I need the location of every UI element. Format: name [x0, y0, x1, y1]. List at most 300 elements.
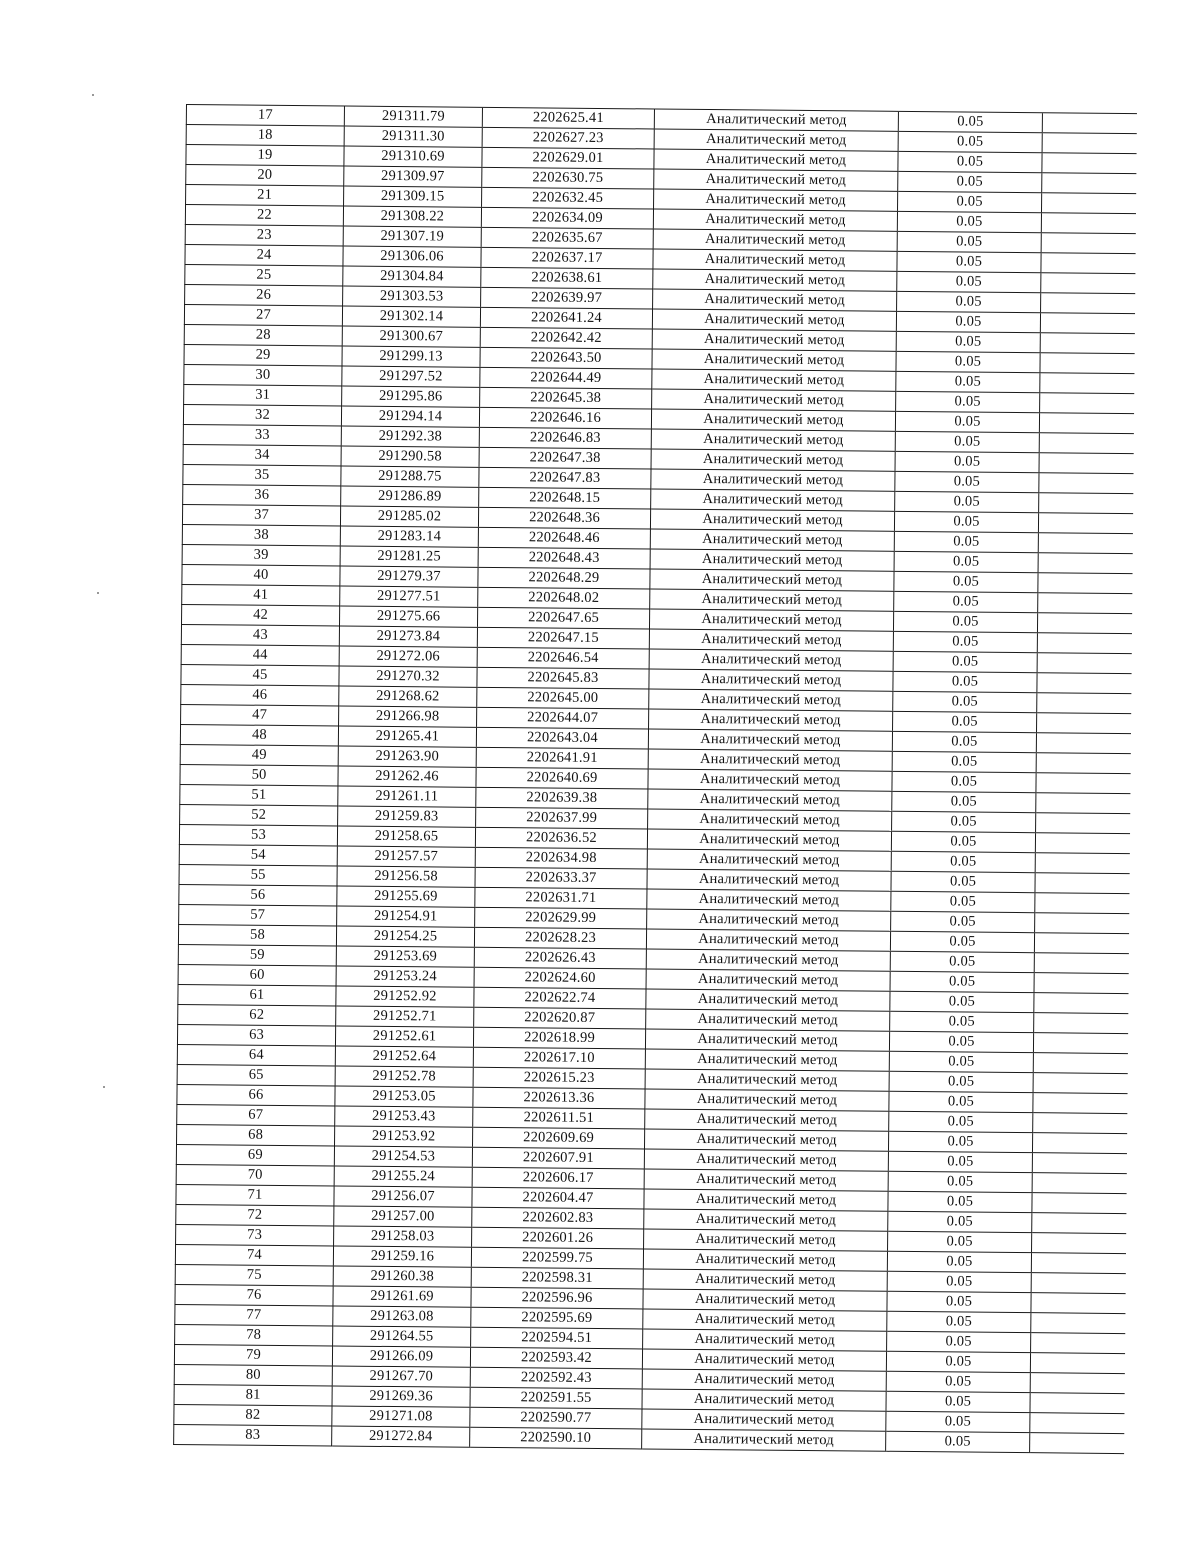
y-coordinate-cell: 2202641.24 [480, 307, 652, 329]
error-cell: 0.05 [894, 511, 1038, 532]
point-number-cell: 44 [181, 644, 339, 666]
point-number-cell: 77 [175, 1304, 333, 1326]
y-coordinate-cell: 2202648.46 [478, 527, 650, 549]
x-coordinate-cell: 291302.14 [342, 306, 480, 327]
point-number-cell: 29 [184, 344, 342, 366]
empty-cell [1039, 413, 1133, 434]
method-cell: Аналитический метод [649, 629, 893, 651]
x-coordinate-cell: 291263.90 [338, 746, 476, 767]
y-coordinate-cell: 2202627.23 [482, 127, 654, 149]
error-cell: 0.05 [886, 1431, 1030, 1452]
empty-cell [1033, 1033, 1127, 1054]
empty-cell [1040, 373, 1134, 394]
point-number-cell: 47 [181, 704, 339, 726]
empty-cell [1031, 1313, 1125, 1334]
point-number-cell: 70 [176, 1164, 334, 1186]
y-coordinate-cell: 2202599.75 [471, 1247, 643, 1269]
point-number-cell: 23 [185, 224, 343, 246]
point-number-cell: 21 [186, 185, 344, 207]
empty-cell [1041, 273, 1135, 294]
x-coordinate-cell: 291310.69 [344, 146, 482, 167]
x-coordinate-cell: 291308.22 [343, 206, 481, 227]
error-cell: 0.05 [892, 751, 1036, 772]
y-coordinate-cell: 2202629.99 [475, 907, 647, 929]
error-cell: 0.05 [897, 251, 1041, 272]
method-cell: Аналитический метод [645, 1069, 889, 1091]
error-cell: 0.05 [891, 891, 1035, 912]
method-cell: Аналитический метод [651, 409, 895, 431]
method-cell: Аналитический метод [645, 1089, 889, 1111]
error-cell: 0.05 [896, 331, 1040, 352]
x-coordinate-cell: 291279.37 [340, 566, 478, 587]
x-coordinate-cell: 291259.16 [333, 1246, 471, 1267]
empty-cell [1041, 293, 1135, 314]
empty-cell [1037, 633, 1131, 654]
y-coordinate-cell: 2202647.15 [477, 627, 649, 649]
y-coordinate-cell: 2202637.17 [481, 247, 653, 269]
x-coordinate-cell: 291290.58 [341, 446, 479, 467]
x-coordinate-cell: 291288.75 [341, 466, 479, 487]
error-cell: 0.05 [896, 371, 1040, 392]
method-cell: Аналитический метод [649, 669, 893, 691]
error-cell: 0.05 [892, 811, 1036, 832]
error-cell: 0.05 [893, 671, 1037, 692]
error-cell: 0.05 [897, 211, 1041, 232]
y-coordinate-cell: 2202617.10 [473, 1047, 645, 1069]
method-cell: Аналитический метод [650, 529, 894, 551]
point-number-cell: 67 [177, 1104, 335, 1126]
y-coordinate-cell: 2202645.38 [480, 387, 652, 409]
y-coordinate-cell: 2202635.67 [481, 227, 653, 249]
point-number-cell: 42 [182, 604, 340, 626]
error-cell: 0.05 [896, 351, 1040, 372]
method-cell: Аналитический метод [652, 329, 896, 351]
method-cell: Аналитический метод [650, 589, 894, 611]
y-coordinate-cell: 2202644.49 [480, 367, 652, 389]
empty-cell [1035, 853, 1129, 874]
method-cell: Аналитический метод [649, 689, 893, 711]
error-cell: 0.05 [887, 1291, 1031, 1312]
empty-cell [1030, 1373, 1124, 1394]
point-number-cell: 19 [186, 145, 344, 167]
error-cell: 0.05 [889, 1111, 1033, 1132]
y-coordinate-cell: 2202648.15 [479, 487, 651, 509]
x-coordinate-cell: 291256.07 [334, 1186, 472, 1207]
y-coordinate-cell: 2202630.75 [482, 167, 654, 189]
empty-cell [1037, 653, 1131, 674]
error-cell: 0.05 [894, 551, 1038, 572]
error-cell: 0.05 [888, 1131, 1032, 1152]
empty-cell [1034, 933, 1128, 954]
method-cell: Аналитический метод [650, 509, 894, 531]
error-cell: 0.05 [890, 1011, 1034, 1032]
error-cell: 0.05 [888, 1151, 1032, 1172]
error-cell: 0.05 [891, 831, 1035, 852]
method-cell: Аналитический метод [652, 349, 896, 371]
error-cell: 0.05 [888, 1171, 1032, 1192]
y-coordinate-cell: 2202634.09 [481, 207, 653, 229]
error-cell: 0.05 [887, 1271, 1031, 1292]
error-cell: 0.05 [898, 151, 1042, 172]
y-coordinate-cell: 2202590.10 [470, 1427, 642, 1449]
empty-cell [1038, 593, 1132, 614]
empty-cell [1038, 553, 1132, 574]
y-coordinate-cell: 2202625.41 [482, 107, 654, 129]
x-coordinate-cell: 291261.11 [338, 786, 476, 807]
point-number-cell: 73 [176, 1224, 334, 1246]
method-cell: Аналитический метод [647, 869, 891, 891]
empty-cell [1036, 753, 1130, 774]
method-cell: Аналитический метод [644, 1149, 888, 1171]
method-cell: Аналитический метод [646, 1009, 890, 1031]
x-coordinate-cell: 291257.00 [334, 1206, 472, 1227]
empty-cell [1040, 353, 1134, 374]
method-cell: Аналитический метод [648, 749, 892, 771]
x-coordinate-cell: 291257.57 [337, 846, 475, 867]
y-coordinate-cell: 2202636.52 [475, 827, 647, 849]
y-coordinate-cell: 2202590.77 [470, 1407, 642, 1429]
error-cell: 0.05 [889, 1071, 1033, 1092]
method-cell: Аналитический метод [649, 709, 893, 731]
x-coordinate-cell: 291311.79 [344, 106, 482, 127]
empty-cell [1035, 913, 1129, 934]
point-number-cell: 78 [175, 1324, 333, 1346]
point-number-cell: 20 [186, 165, 344, 187]
empty-cell [1036, 773, 1130, 794]
point-number-cell: 69 [176, 1144, 334, 1166]
point-number-cell: 56 [179, 884, 337, 906]
y-coordinate-cell: 2202626.43 [474, 947, 646, 969]
error-cell: 0.05 [898, 131, 1042, 152]
error-cell: 0.05 [893, 691, 1037, 712]
empty-cell [1032, 1213, 1126, 1234]
y-coordinate-cell: 2202646.83 [479, 427, 651, 449]
point-number-cell: 79 [174, 1344, 332, 1366]
method-cell: Аналитический метод [644, 1169, 888, 1191]
x-coordinate-cell: 291285.02 [340, 506, 478, 527]
point-number-cell: 43 [181, 624, 339, 646]
empty-cell [1032, 1153, 1126, 1174]
y-coordinate-cell: 2202622.74 [474, 987, 646, 1009]
y-coordinate-cell: 2202629.01 [482, 147, 654, 169]
y-coordinate-cell: 2202645.83 [477, 667, 649, 689]
empty-cell [1034, 1013, 1128, 1034]
y-coordinate-cell: 2202641.91 [476, 747, 648, 769]
error-cell: 0.05 [895, 431, 1039, 452]
point-number-cell: 25 [185, 264, 343, 286]
y-coordinate-cell: 2202647.83 [479, 467, 651, 489]
point-number-cell: 31 [184, 384, 342, 406]
y-coordinate-cell: 2202648.36 [478, 507, 650, 529]
x-coordinate-cell: 291271.08 [332, 1406, 470, 1427]
y-coordinate-cell: 2202591.55 [470, 1387, 642, 1409]
x-coordinate-cell: 291299.13 [342, 346, 480, 367]
x-coordinate-cell: 291263.08 [333, 1306, 471, 1327]
error-cell: 0.05 [895, 491, 1039, 512]
empty-cell [1035, 873, 1129, 894]
x-coordinate-cell: 291258.65 [337, 826, 475, 847]
point-number-cell: 68 [177, 1124, 335, 1146]
method-cell: Аналитический метод [644, 1189, 888, 1211]
x-coordinate-cell: 291252.61 [335, 1026, 473, 1047]
coordinates-table [173, 104, 1136, 1454]
error-cell: 0.05 [896, 311, 1040, 332]
x-coordinate-cell: 291254.25 [336, 926, 474, 947]
point-number-cell: 41 [182, 584, 340, 606]
x-coordinate-cell: 291258.03 [334, 1226, 472, 1247]
x-coordinate-cell: 291267.70 [332, 1366, 470, 1387]
empty-cell [1032, 1193, 1126, 1214]
empty-cell [1030, 1393, 1124, 1414]
error-cell: 0.05 [886, 1351, 1030, 1372]
point-number-cell: 72 [176, 1204, 334, 1226]
x-coordinate-cell: 291253.92 [335, 1126, 473, 1147]
point-number-cell: 83 [174, 1424, 332, 1446]
y-coordinate-cell: 2202628.23 [474, 927, 646, 949]
y-coordinate-cell: 2202642.42 [480, 327, 652, 349]
y-coordinate-cell: 2202645.00 [477, 687, 649, 709]
y-coordinate-cell: 2202648.43 [478, 547, 650, 569]
y-coordinate-cell: 2202632.45 [482, 187, 654, 209]
x-coordinate-cell: 291253.43 [335, 1106, 473, 1127]
x-coordinate-cell: 291253.69 [336, 946, 474, 967]
x-coordinate-cell: 291286.89 [341, 486, 479, 507]
x-coordinate-cell: 291311.30 [344, 126, 482, 147]
error-cell: 0.05 [898, 191, 1042, 212]
point-number-cell: 28 [184, 324, 342, 346]
y-coordinate-cell: 2202620.87 [474, 1007, 646, 1029]
error-cell: 0.05 [889, 1031, 1033, 1052]
y-coordinate-cell: 2202596.96 [471, 1287, 643, 1309]
method-cell: Аналитический метод [654, 189, 898, 211]
y-coordinate-cell: 2202606.17 [472, 1167, 644, 1189]
error-cell: 0.05 [895, 471, 1039, 492]
empty-cell [1033, 1093, 1127, 1114]
y-coordinate-cell: 2202598.31 [471, 1267, 643, 1289]
empty-cell [1042, 113, 1136, 134]
empty-cell [1042, 173, 1136, 194]
y-coordinate-cell: 2202638.61 [481, 267, 653, 289]
x-coordinate-cell: 291294.14 [341, 406, 479, 427]
error-cell: 0.05 [890, 971, 1034, 992]
method-cell: Аналитический метод [650, 549, 894, 571]
y-coordinate-cell: 2202639.38 [476, 787, 648, 809]
method-cell: Аналитический метод [643, 1269, 887, 1291]
x-coordinate-cell: 291255.24 [334, 1166, 472, 1187]
empty-cell [1036, 793, 1130, 814]
x-coordinate-cell: 291262.46 [338, 766, 476, 787]
error-cell: 0.05 [889, 1091, 1033, 1112]
error-cell: 0.05 [897, 291, 1041, 312]
empty-cell [1030, 1353, 1124, 1374]
point-number-cell: 35 [183, 464, 341, 486]
x-coordinate-cell: 291307.19 [343, 226, 481, 247]
error-cell: 0.05 [886, 1411, 1030, 1432]
y-coordinate-cell: 2202631.71 [475, 887, 647, 909]
error-cell: 0.05 [892, 771, 1036, 792]
x-coordinate-cell: 291261.69 [333, 1286, 471, 1307]
method-cell: Аналитический метод [648, 769, 892, 791]
point-number-cell: 80 [174, 1364, 332, 1386]
point-number-cell: 26 [185, 284, 343, 306]
point-number-cell: 34 [183, 444, 341, 466]
point-number-cell: 33 [183, 424, 341, 446]
x-coordinate-cell: 291252.78 [335, 1066, 473, 1087]
method-cell: Аналитический метод [651, 489, 895, 511]
error-cell: 0.05 [897, 271, 1041, 292]
scan-speck [103, 1086, 105, 1088]
error-cell: 0.05 [887, 1331, 1031, 1352]
point-number-cell: 59 [178, 944, 336, 966]
point-number-cell: 66 [177, 1084, 335, 1106]
empty-cell [1032, 1173, 1126, 1194]
point-number-cell: 36 [183, 484, 341, 506]
error-cell: 0.05 [891, 871, 1035, 892]
point-number-cell: 64 [177, 1044, 335, 1066]
point-number-cell: 65 [177, 1064, 335, 1086]
point-number-cell: 74 [175, 1244, 333, 1266]
error-cell: 0.05 [897, 231, 1041, 252]
point-number-cell: 53 [179, 824, 337, 846]
x-coordinate-cell: 291254.91 [337, 906, 475, 927]
y-coordinate-cell: 2202640.69 [476, 767, 648, 789]
error-cell: 0.05 [891, 851, 1035, 872]
point-number-cell: 55 [179, 864, 337, 886]
method-cell: Аналитический метод [642, 1409, 886, 1431]
method-cell: Аналитический метод [646, 949, 890, 971]
point-number-cell: 32 [183, 404, 341, 426]
empty-cell [1035, 893, 1129, 914]
error-cell: 0.05 [896, 391, 1040, 412]
point-number-cell: 81 [174, 1384, 332, 1406]
method-cell: Аналитический метод [651, 429, 895, 451]
error-cell: 0.05 [888, 1211, 1032, 1232]
y-coordinate-cell: 2202615.23 [473, 1067, 645, 1089]
y-coordinate-cell: 2202643.50 [480, 347, 652, 369]
empty-cell [1038, 573, 1132, 594]
empty-cell [1040, 393, 1134, 414]
empty-cell [1040, 333, 1134, 354]
method-cell: Аналитический метод [646, 969, 890, 991]
x-coordinate-cell: 291292.38 [341, 426, 479, 447]
error-cell: 0.05 [894, 531, 1038, 552]
y-coordinate-cell: 2202648.02 [478, 587, 650, 609]
error-cell: 0.05 [894, 571, 1038, 592]
point-number-cell: 50 [180, 764, 338, 786]
x-coordinate-cell: 291252.71 [336, 1006, 474, 1027]
method-cell: Аналитический метод [647, 889, 891, 911]
x-coordinate-cell: 291304.84 [343, 266, 481, 287]
method-cell: Аналитический метод [648, 729, 892, 751]
x-coordinate-cell: 291259.83 [338, 806, 476, 827]
method-cell: Аналитический метод [651, 469, 895, 491]
method-cell: Аналитический метод [645, 1049, 889, 1071]
error-cell: 0.05 [890, 951, 1034, 972]
point-number-cell: 49 [180, 744, 338, 766]
method-cell: Аналитический метод [644, 1129, 888, 1151]
error-cell: 0.05 [888, 1231, 1032, 1252]
point-number-cell: 18 [186, 125, 344, 147]
y-coordinate-cell: 2202646.16 [479, 407, 651, 429]
method-cell: Аналитический метод [652, 369, 896, 391]
empty-cell [1039, 493, 1133, 514]
point-number-cell: 76 [175, 1284, 333, 1306]
method-cell: Аналитический метод [643, 1309, 887, 1331]
y-coordinate-cell: 2202624.60 [474, 967, 646, 989]
x-coordinate-cell: 291260.38 [333, 1266, 471, 1287]
error-cell: 0.05 [893, 611, 1037, 632]
empty-cell [1041, 233, 1135, 254]
method-cell: Аналитический метод [654, 169, 898, 191]
method-cell: Аналитический метод [648, 809, 892, 831]
point-number-cell: 62 [178, 1004, 336, 1026]
x-coordinate-cell: 291306.06 [343, 246, 481, 267]
error-cell: 0.05 [898, 171, 1042, 192]
empty-cell [1042, 153, 1136, 174]
point-number-cell: 37 [182, 504, 340, 526]
y-coordinate-cell: 2202633.37 [475, 867, 647, 889]
empty-cell [1034, 993, 1128, 1014]
empty-cell [1037, 673, 1131, 694]
x-coordinate-cell: 291270.32 [339, 666, 477, 687]
point-number-cell: 63 [177, 1024, 335, 1046]
empty-cell [1032, 1233, 1126, 1254]
method-cell: Аналитический метод [649, 649, 893, 671]
method-cell: Аналитический метод [653, 209, 897, 231]
method-cell: Аналитический метод [648, 789, 892, 811]
method-cell: Аналитический метод [645, 1029, 889, 1051]
point-number-cell: 60 [178, 964, 336, 986]
error-cell: 0.05 [893, 631, 1037, 652]
empty-cell [1031, 1273, 1125, 1294]
x-coordinate-cell: 291269.36 [332, 1386, 470, 1407]
method-cell: Аналитический метод [646, 929, 890, 951]
method-cell: Аналитический метод [652, 309, 896, 331]
y-coordinate-cell: 2202607.91 [472, 1147, 644, 1169]
y-coordinate-cell: 2202643.04 [476, 727, 648, 749]
method-cell: Аналитический метод [642, 1389, 886, 1411]
empty-cell [1041, 213, 1135, 234]
y-coordinate-cell: 2202593.42 [470, 1347, 642, 1369]
x-coordinate-cell: 291256.58 [337, 866, 475, 887]
empty-cell [1039, 433, 1133, 454]
method-cell: Аналитический метод [654, 129, 898, 151]
empty-cell [1036, 733, 1130, 754]
error-cell: 0.05 [890, 991, 1034, 1012]
error-cell: 0.05 [895, 411, 1039, 432]
error-cell: 0.05 [894, 591, 1038, 612]
y-coordinate-cell: 2202592.43 [470, 1367, 642, 1389]
error-cell: 0.05 [887, 1251, 1031, 1272]
point-number-cell: 27 [184, 304, 342, 326]
error-cell: 0.05 [892, 731, 1036, 752]
empty-cell [1033, 1073, 1127, 1094]
method-cell: Аналитический метод [649, 609, 893, 631]
method-cell: Аналитический метод [643, 1289, 887, 1311]
point-number-cell: 46 [181, 684, 339, 706]
error-cell: 0.05 [898, 111, 1042, 132]
x-coordinate-cell: 291264.55 [333, 1326, 471, 1347]
method-cell: Аналитический метод [647, 909, 891, 931]
x-coordinate-cell: 291266.09 [332, 1346, 470, 1367]
empty-cell [1035, 833, 1129, 854]
method-cell: Аналитический метод [654, 149, 898, 171]
point-number-cell: 58 [178, 924, 336, 946]
empty-cell [1041, 253, 1135, 274]
x-coordinate-cell: 291254.53 [334, 1146, 472, 1167]
error-cell: 0.05 [893, 651, 1037, 672]
y-coordinate-cell: 2202646.54 [477, 647, 649, 669]
